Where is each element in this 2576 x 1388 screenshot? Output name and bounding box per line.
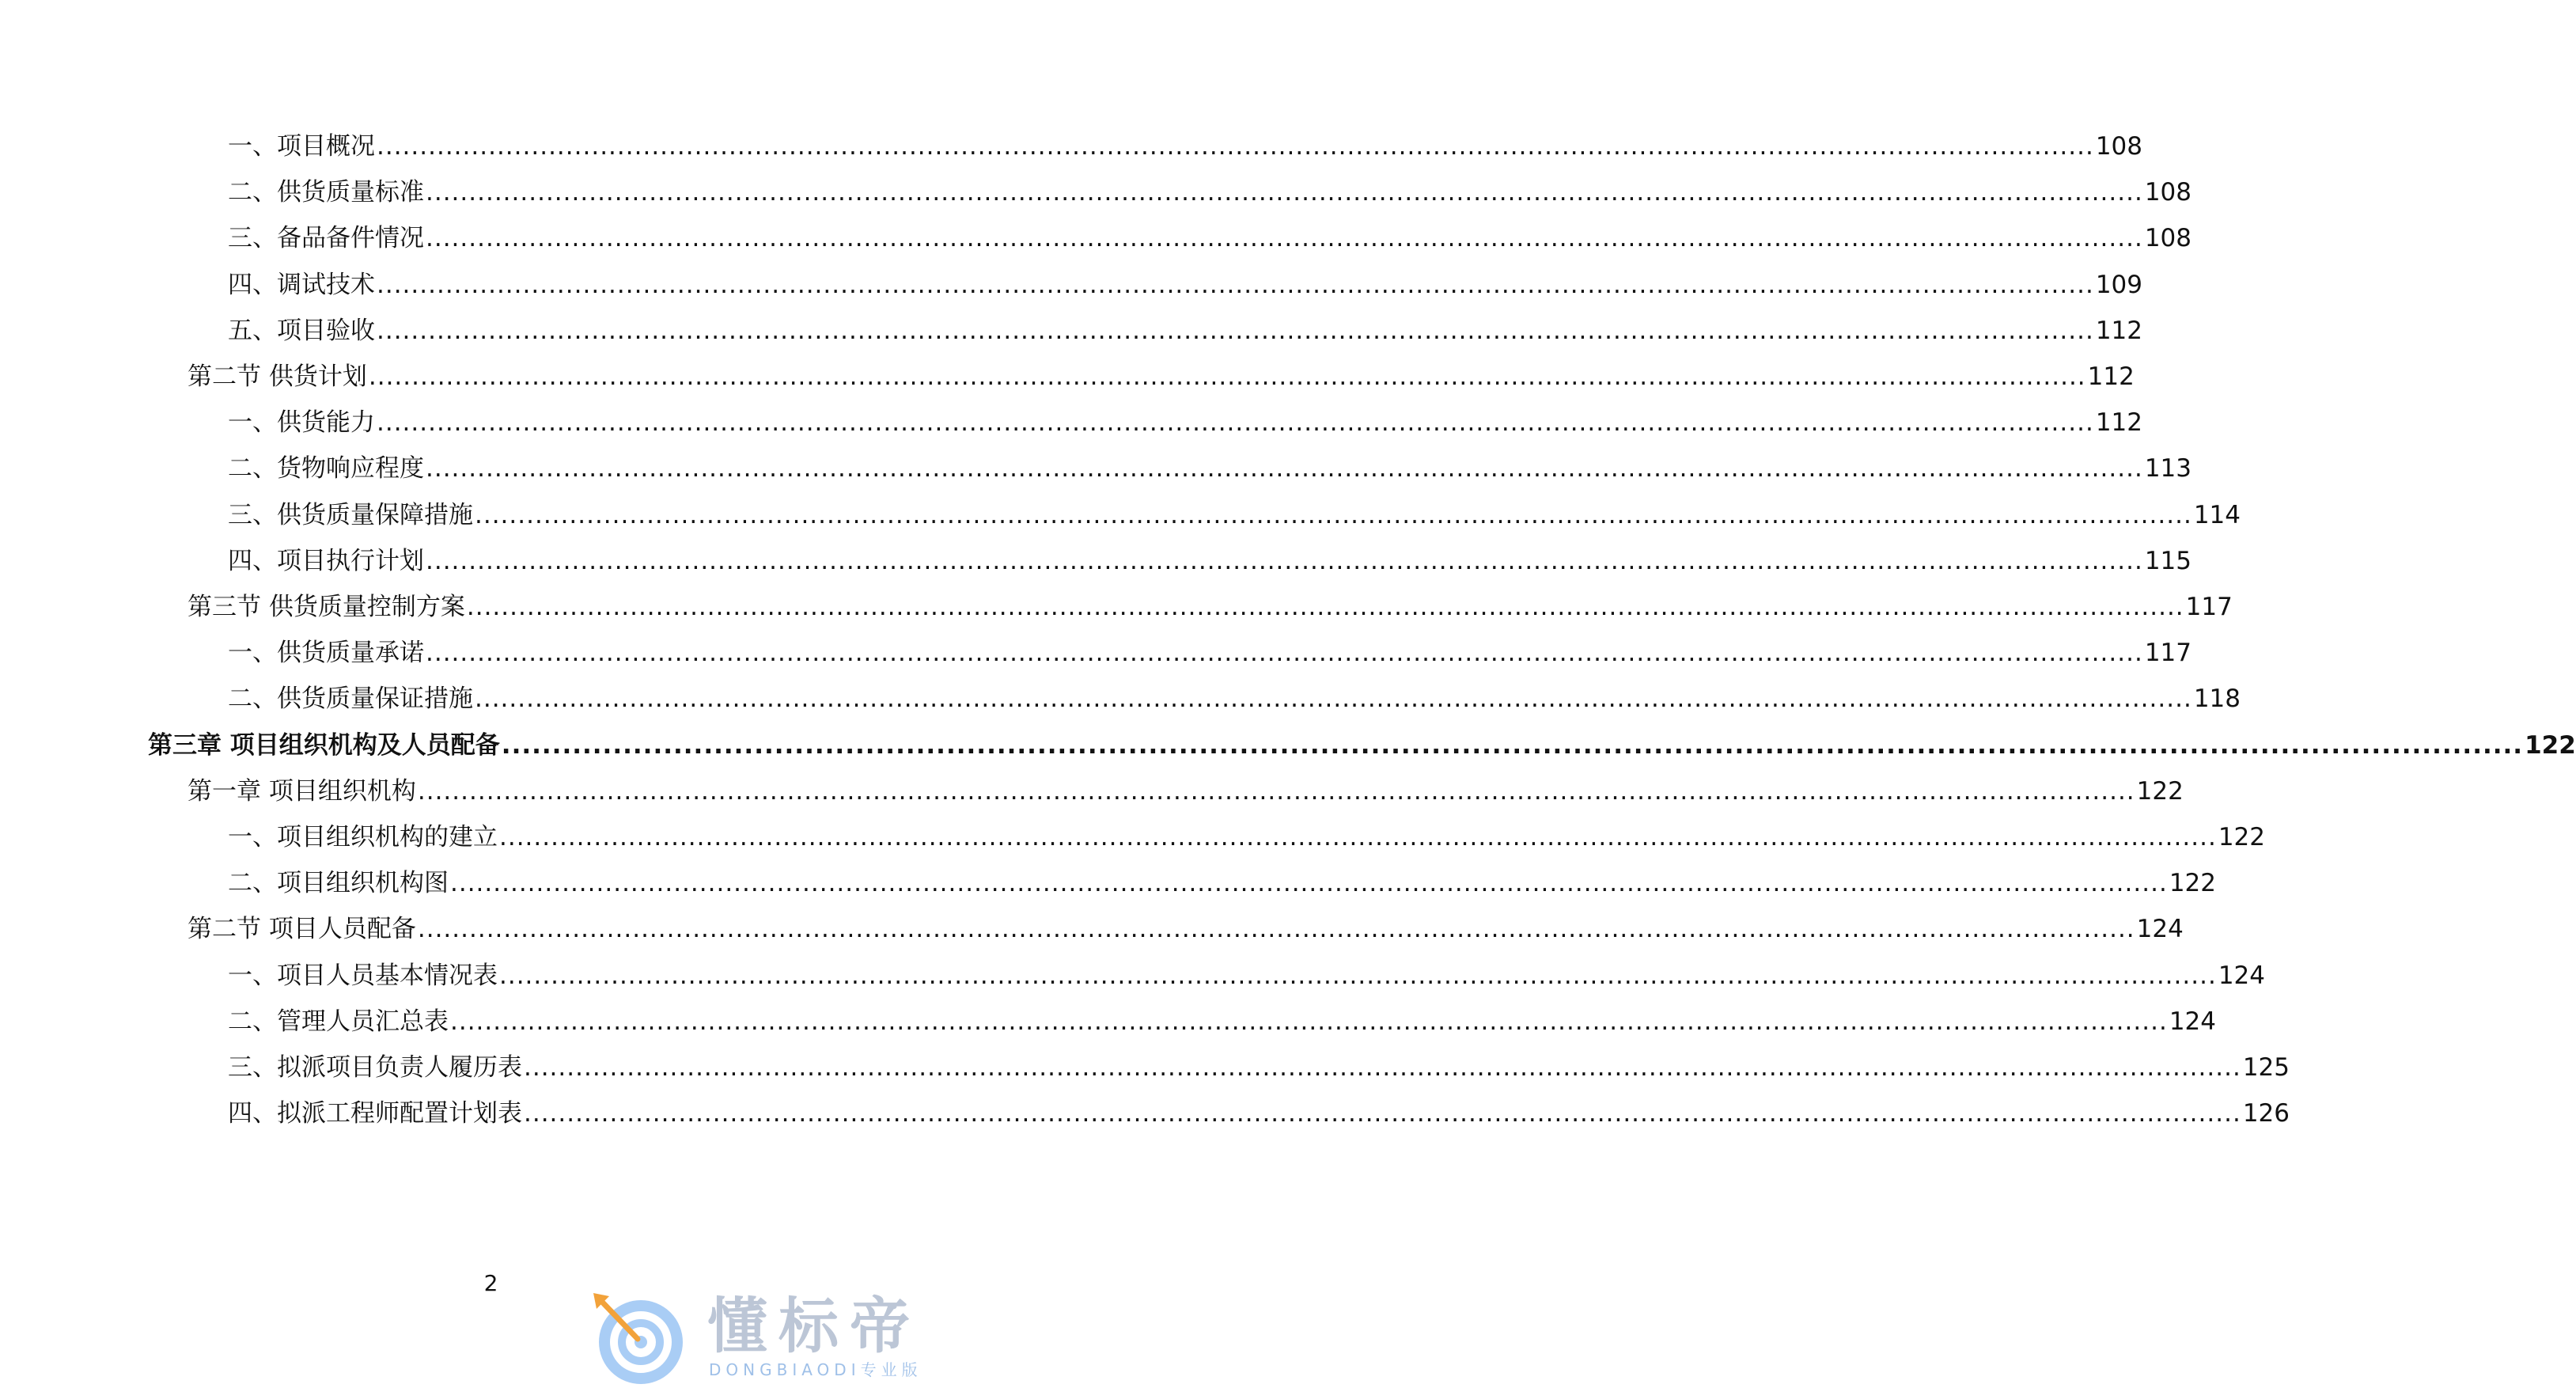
toc-entry-title: 二、货物响应程度	[228, 454, 424, 484]
toc-section-entry[interactable]	[188, 909, 2184, 949]
toc-subsection-entry[interactable]	[228, 403, 2142, 442]
toc-section-entry[interactable]	[188, 587, 2233, 627]
toc-dot-leader: ........................................................................................................................................................................................................	[475, 685, 2192, 714]
toc-section-entry[interactable]	[188, 772, 2184, 811]
page-number: 2	[483, 1270, 498, 1296]
toc-subsection-entry[interactable]	[228, 127, 2142, 166]
toc-entry-page-number: 122	[2218, 823, 2265, 851]
toc-subsection-entry[interactable]	[228, 218, 2191, 258]
toc-subsection-entry[interactable]	[228, 863, 2216, 903]
toc-entry-page-number: 112	[2095, 408, 2142, 438]
toc-entry-title: 一、项目概况	[228, 132, 375, 161]
watermark	[589, 1290, 968, 1383]
watermark-brand-name: 懂标帝	[707, 1291, 921, 1361]
toc-entry-title: 二、管理人员汇总表	[228, 1007, 449, 1036]
toc-dot-leader: ........................................................................................................................................................................................................	[426, 454, 2143, 484]
toc-subsection-entry[interactable]	[228, 817, 2265, 857]
toc-entry-title: 二、供货质量保证措施	[228, 685, 473, 714]
toc-entry-title: 一、供货质量承诺	[228, 639, 424, 668]
toc-entry-title: 一、项目组织机构的建立	[228, 823, 498, 851]
toc-entry-page-number: 109	[2095, 270, 2142, 299]
toc-dot-leader: ........................................................................................................................................................................................................	[377, 132, 2094, 161]
toc-subsection-entry[interactable]	[228, 956, 2265, 995]
toc-entry-title: 二、项目组织机构图	[228, 869, 449, 898]
toc-subsection-entry[interactable]	[228, 173, 2191, 212]
watermark-brand-subtitle: DONGBIAODI专业版	[709, 1360, 922, 1379]
toc-section-entry[interactable]	[188, 357, 2135, 396]
toc-entry-page-number: 108	[2144, 224, 2191, 253]
toc-dot-leader: ........................................................................................................................................................................................................	[368, 362, 2086, 391]
toc-entry-page-number: 108	[2095, 132, 2142, 161]
toc-subsection-entry[interactable]	[228, 541, 2191, 581]
toc-subsection-entry[interactable]	[228, 495, 2241, 535]
toc-entry-title: 一、供货能力	[228, 408, 375, 438]
toc-entry-title: 第三节 供货质量控制方案	[188, 593, 465, 621]
toc-entry-page-number: 114	[2193, 500, 2241, 529]
toc-entry-page-number: 117	[2144, 639, 2191, 668]
toc-entry-page-number: 115	[2144, 546, 2191, 575]
toc-entry-page-number: 122	[2169, 869, 2216, 898]
toc-dot-leader: ........................................................................................................................................................................................................	[466, 593, 2184, 621]
toc-dot-leader: ........................................................................................................................................................................................................	[501, 730, 2524, 760]
toc-subsection-entry[interactable]	[228, 1002, 2216, 1041]
toc-entry-page-number: 124	[2136, 915, 2184, 944]
toc-entry-title: 二、供货质量标准	[228, 178, 424, 207]
toc-dot-leader: ........................................................................................................................................................................................................	[475, 500, 2192, 529]
target-logo-icon	[589, 1290, 688, 1383]
toc-entry-title: 第二节 项目人员配备	[188, 915, 416, 944]
toc-dot-leader: ........................................................................................................................................................................................................	[450, 869, 2168, 898]
toc-dot-leader: ........................................................................................................................................................................................................	[499, 823, 2217, 851]
toc-entry-title: 三、备品备件情况	[228, 224, 424, 253]
toc-entry-title: 三、供货质量保障措施	[228, 500, 473, 529]
toc-entry-title: 四、调试技术	[228, 270, 375, 299]
toc-dot-leader: ........................................................................................................................................................................................................	[426, 639, 2143, 668]
toc-dot-leader: ........................................................................................................................................................................................................	[426, 546, 2143, 575]
toc-entry-title: 四、拟派工程师配置计划表	[228, 1099, 522, 1128]
toc-entry-title: 一、项目人员基本情况表	[228, 961, 498, 990]
toc-dot-leader: ........................................................................................................................................................................................................	[417, 776, 2135, 806]
toc-entry-page-number: 113	[2144, 454, 2191, 484]
toc-subsection-entry[interactable]	[228, 1048, 2290, 1087]
toc-dot-leader: ........................................................................................................................................................................................................	[450, 1007, 2168, 1036]
toc-entry-page-number: 118	[2193, 685, 2241, 714]
toc-entry-page-number: 126	[2242, 1099, 2290, 1128]
toc-dot-leader: ........................................................................................................................................................................................................	[377, 316, 2094, 345]
toc-entry-title: 第一章 项目组织机构	[188, 776, 416, 806]
toc-entry-page-number: 125	[2242, 1053, 2290, 1082]
toc-entry-page-number: 124	[2169, 1007, 2216, 1036]
toc-dot-leader: ........................................................................................................................................................................................................	[417, 915, 2135, 944]
toc-dot-leader: ........................................................................................................................................................................................................	[524, 1053, 2241, 1082]
toc-entry-page-number: 112	[2095, 316, 2142, 345]
toc-entry-page-number: 112	[2087, 362, 2135, 391]
toc-dot-leader: ........................................................................................................................................................................................................	[377, 408, 2094, 438]
toc-subsection-entry[interactable]	[228, 311, 2142, 351]
toc-entry-page-number: 122	[2525, 730, 2576, 760]
toc-dot-leader: ........................................................................................................................................................................................................	[426, 178, 2143, 207]
toc-subsection-entry[interactable]	[228, 1094, 2290, 1133]
toc-entry-page-number: 108	[2144, 178, 2191, 207]
toc-entry-page-number: 124	[2218, 961, 2265, 990]
toc-entry-title: 五、项目验收	[228, 316, 375, 345]
toc-entry-title: 第三章 项目组织机构及人员配备	[148, 730, 500, 760]
toc-dot-leader: ........................................................................................................................................................................................................	[377, 270, 2094, 299]
toc-dot-leader: ........................................................................................................................................................................................................	[499, 961, 2217, 990]
toc-subsection-entry[interactable]	[228, 679, 2241, 719]
toc-subsection-entry[interactable]	[228, 633, 2191, 673]
toc-entry-title: 第二节 供货计划	[188, 362, 367, 391]
toc-entry-title: 三、拟派项目负责人履历表	[228, 1053, 522, 1082]
toc-dot-leader: ........................................................................................................................................................................................................	[524, 1099, 2241, 1128]
toc-chapter-entry[interactable]	[148, 726, 2576, 765]
toc-subsection-entry[interactable]	[228, 449, 2191, 488]
toc-entry-page-number: 122	[2136, 776, 2184, 806]
toc-entry-page-number: 117	[2185, 593, 2233, 621]
toc-dot-leader: ........................................................................................................................................................................................................	[426, 224, 2143, 253]
toc-subsection-entry[interactable]	[228, 265, 2142, 305]
toc-entry-title: 四、项目执行计划	[228, 546, 424, 575]
